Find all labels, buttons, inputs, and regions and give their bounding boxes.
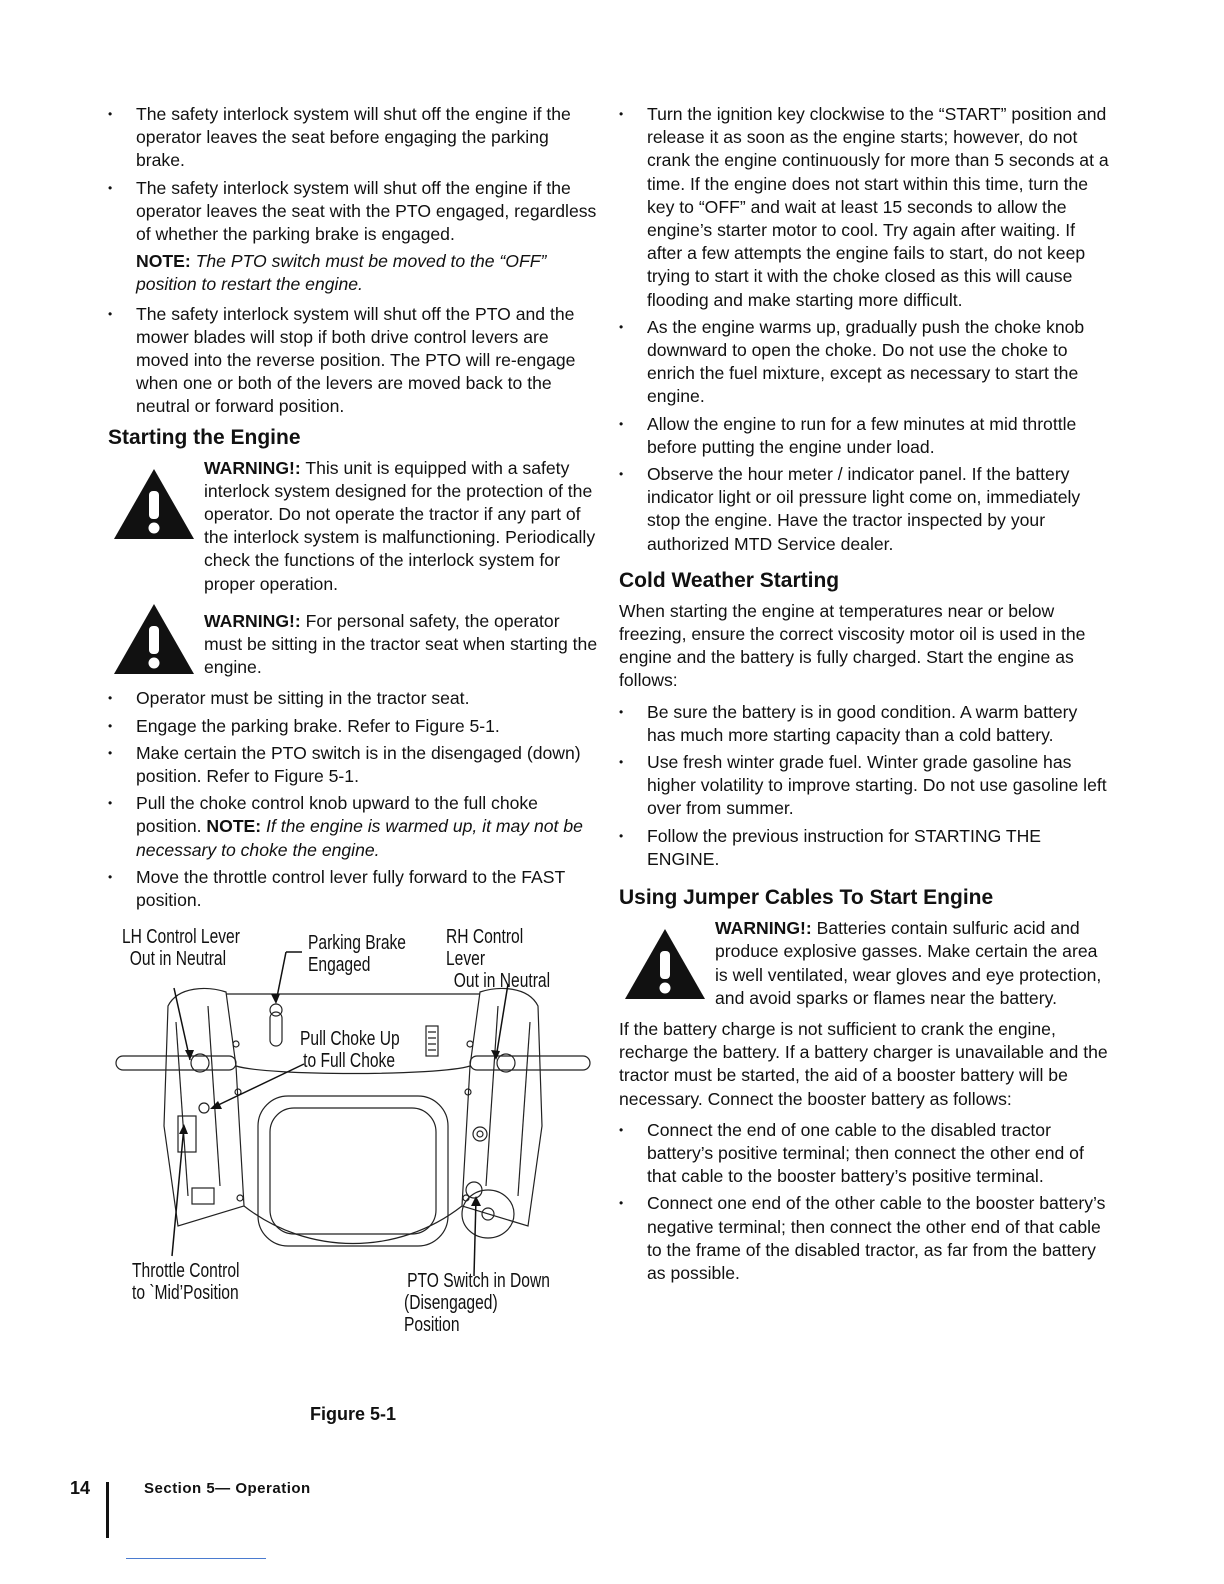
label-line: PTO Switch in Down [407,1270,550,1293]
list-item: • Use fresh winter grade fuel. Winter grade gasoline has higher volatility to improve starting. Do not use gasoline left over from summer. [619,751,1109,821]
figure-5-1 [108,926,598,1337]
section-title: Section 5— Operation [144,1480,311,1497]
list-item: • As the engine warms up, gradually push the choke knob downward to open the choke. Do not use the choke to enrich the fuel mixture, except as necessary to start the engine. [619,316,1109,409]
label-line: (Disengaged) Position [404,1292,498,1337]
starting-steps [108,687,598,912]
warning-label: WARNING!: [204,457,301,478]
pto-note [108,250,598,296]
jumper-intro: If the battery charge is not sufficient to crank the engine, recharge the battery. If a battery charger is unavailable and the tractor must be started, the aid of a booster battery will be necessary. Connect the booster battery as follows: [619,1018,1108,1109]
list-item: • Connect the end of one cable to the disabled tractor battery’s positive terminal; then connect the other end of that cable to the booster battery’s positive terminal. [619,1119,1109,1189]
figure-caption: Figure 5-1 [310,1404,397,1424]
jumper-list [619,1119,1109,1285]
list-item: • The safety interlock system will shut off the PTO and the mower blades will stop if both drive control levers are moved into the reverse position. The PTO will re-engage when one or both of the levers are moved back to the neutral or forward position. [108,303,598,419]
choke-label [300,1028,400,1072]
label-line: Out in Neutral [453,970,551,993]
warning-triangle-icon [623,927,707,1001]
rh-lever-label [446,926,565,992]
label-line: Out in Neutral [129,948,227,971]
note-label: NOTE: [206,816,262,837]
label-line: RH Control Lever [446,926,524,971]
list-item: • Operator must be sitting in the tractor seat. [108,687,598,710]
list-item [108,792,598,862]
list-item: • The safety interlock system will shut off the engine if the operator leaves the seat before engaging the parking brake. [108,103,598,173]
starting-steps-continued [619,103,1109,556]
bottom-rule [126,1558,266,1559]
list-item: • Engage the parking brake. Refer to Figure 5-1. [108,715,598,738]
choke-step-text: Pull the choke control knob upward to the full choke position. [136,793,538,837]
list-item: • Connect one end of the other cable to the booster battery’s negative terminal; then connect the other end of that cable to the frame of the disabled tractor, as far from the battery as possible. [619,1192,1109,1285]
warning-interlock [108,457,598,596]
cold-weather-list [619,701,1109,871]
page-number: 14 [70,1478,91,1498]
list-item: • The safety interlock system will shut off the engine if the operator leaves the seat with the PTO engaged, regardless of whether the parking brake is engaged. [108,177,598,247]
label-line: Engaged [308,954,371,977]
warning-seat [108,610,598,680]
warning-text: This unit is equipped with a safety interlock system designed for the protection of the operator. Do not operate the tractor if any part of the interlock system is malfunctioning. Periodically check the functions of the interlock system for proper operation. [204,457,596,594]
warning-battery [619,917,1109,1010]
list-item: • Observe the hour meter / indicator panel. If the battery indicator light or oil pressure light come on, immediately stop the engine. Have the tractor inspected by your authorized MTD Service dealer. [619,463,1109,556]
label-line: to `Mid’Position [132,1282,239,1305]
interlock-list-2 [108,303,598,419]
interlock-list [108,103,598,246]
list-item: • Allow the engine to run for a few minutes at mid throttle before putting the engine under load. [619,413,1109,459]
throttle-label [132,1260,240,1304]
label-line: to Full Choke [303,1050,396,1073]
heading-starting-engine: Starting the Engine [108,425,301,449]
list-item: • Move the throttle control lever fully forward to the FAST position. [108,866,598,912]
cold-weather-intro: When starting the engine at temperatures near or below freezing, ensure the correct viscosity motor oil is used in the engine and the battery is fully charged. Start the engine as follows: [619,600,1086,691]
note-label: NOTE: [136,251,191,272]
label-line: Throttle Control [132,1260,240,1283]
pto-switch-label [404,1270,555,1336]
warning-label: WARNING!: [204,610,301,631]
footer-divider [106,1482,109,1538]
warning-text: Batteries contain sulfuric acid and produce explosive gasses. Make certain the area is well ventilated, wear gloves and eye protection, and avoid sparks or flames near the battery. [715,918,1102,1008]
label-line: LH Control Lever [122,926,240,949]
note-text: The PTO switch must be moved to the “OFF” position to restart the engine. [136,251,547,295]
left-column [108,103,598,1337]
warning-triangle-icon [112,602,196,676]
list-item: • Make certain the PTO switch is in the disengaged (down) position. Refer to Figure 5-1. [108,742,598,788]
lh-lever-label [122,926,240,970]
list-item: • Turn the ignition key clockwise to the “START” position and release it as soon as the engine starts; however, do not crank the engine continuously for more than 5 seconds at a time. If the engine does not start within this time, turn the key to “OFF” and wait at least 15 seconds to allow the engine’s starter motor to cool. Try again after waiting. If after a few attempts the engine fails to start, do not keep trying to start it with the choke closed as this will cause flooding and make starting more difficult. [619,103,1109,312]
list-item: • Follow the previous instruction for STARTING THE ENGINE. [619,825,1109,871]
note-text: If the engine is warmed up, it may not be necessary to choke the engine. [136,816,583,860]
right-column [619,103,1109,1289]
warning-label: WARNING!: [715,918,812,939]
warning-triangle-icon [112,467,196,541]
label-line: Pull Choke Up [300,1028,400,1051]
parking-brake-label [308,932,406,976]
label-line: Parking Brake [308,932,406,955]
heading-cold-weather: Cold Weather Starting [619,568,840,592]
list-item: • Be sure the battery is in good condition. A warm battery has much more starting capacity than a cold battery. [619,701,1109,747]
warning-text: For personal safety, the operator must be sitting in the tractor seat when starting the engine. [204,610,598,678]
heading-jumper-cables: Using Jumper Cables To Start Engine [619,886,994,910]
